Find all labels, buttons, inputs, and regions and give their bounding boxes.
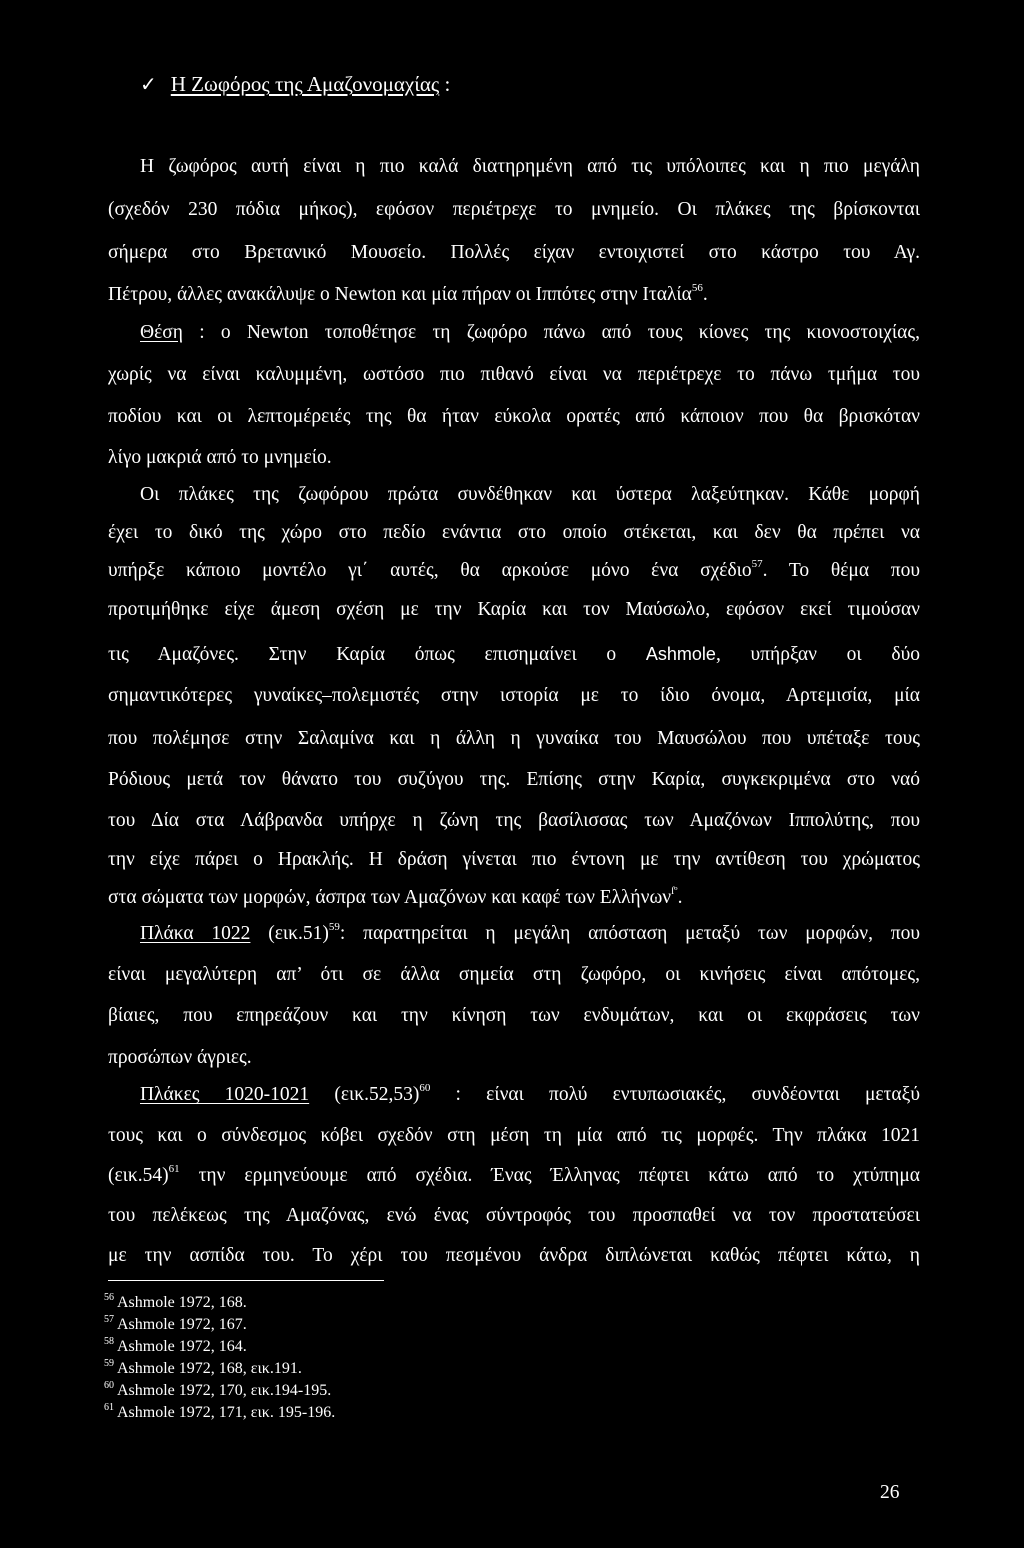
text-line [140, 922, 920, 946]
text-span: , υπήρξαν οι δύο [715, 644, 920, 665]
text-line [108, 283, 920, 307]
footnote-text: Ashmole 1972, 170, εικ.194-195. [117, 1382, 332, 1399]
text-line: που πολέμησε στην Σαλαμίνα και η άλλη η γυναίκα του Μαυσώλου που υπέταξε τους [108, 728, 920, 749]
footnote [104, 1382, 331, 1400]
footnote-ref: 57 [751, 558, 763, 570]
text-line: χωρίς να είναι καλυμμένη, ωστόσο πιο πιθανό είναι να περιέτρεχε το πάνω τμήμα του [108, 364, 920, 385]
text-span: . [702, 284, 708, 305]
text-span: (εικ.52,53) [309, 1084, 420, 1105]
text-line: Η ζωφόρος αυτή είναι η πιο καλά διατηρημένη από τις υπόλοιπες και η πιο μεγάλη [140, 156, 920, 177]
text-line: είναι μεγαλύτερη απ’ ότι σε άλλα σημεία στη ζωφόρο, οι κινήσεις είναι απότομες, [108, 964, 920, 985]
heading-suffix: : [439, 72, 451, 96]
footnote-number: 59 [104, 1358, 114, 1369]
text-line: σημαντικότερες γυναίκες–πολεμιστές στην ιστορία με το ίδιο όνομα, Αρτεμισία, μία [108, 685, 920, 706]
label-plaque: Πλάκα 1022 [140, 923, 251, 944]
label-plaques: Πλάκες 1020-1021 [140, 1084, 310, 1105]
text-line: έχει το δικό της χώρο στο πεδίο ενάντια στο οποίο στέκεται, και δεν θα πρέπει να [108, 522, 920, 543]
footnote-text: Ashmole 1972, 171, εικ. 195-196. [117, 1404, 336, 1421]
text-span: : είναι πολύ εντυπωσιακές, συνδέονται μεταξύ [430, 1084, 920, 1105]
text-line [140, 1083, 920, 1107]
text-line: Οι πλάκες της ζωφόρου πρώτα συνδέθηκαν και ύστερα λαξεύτηκαν. Κάθε μορφή [140, 484, 920, 505]
text-line [108, 1164, 920, 1188]
text-span: τις Αμαζόνες. Στην Καρία όπως επισημαίνει ο [108, 644, 646, 665]
footnote-number: 61 [104, 1402, 114, 1413]
text-line: προσώπων άγριες. [108, 1047, 252, 1068]
footnote-ref: 60 [419, 1082, 431, 1094]
text-span: (εικ.54) [108, 1165, 169, 1186]
footnote-text: Ashmole 1972, 164. [117, 1338, 247, 1355]
text-line: με την ασπίδα του. Το χέρι του πεσμένου άνδρα διπλώνεται καθώς πέφτει κάτω, η [108, 1245, 920, 1266]
text-line: προτιμήθηκε είχε άμεση σχέση με την Καρία και τον Μαύσωλο, εφόσον εκεί τιμούσαν [108, 599, 920, 620]
footnote [104, 1316, 247, 1334]
text-line: Ρόδιους μετά τον θάνατο του συζύγου της. Επίσης στην Καρία, συγκεκριμένα στο ναό [108, 769, 920, 790]
text-span: (εικ.51) [250, 923, 329, 944]
footnote-number: 57 [104, 1314, 114, 1325]
text-line: (σχεδόν 230 πόδια μήκος), εφόσον περιέτρεχε το μνημείο. Οι πλάκες της βρίσκονται [108, 199, 920, 220]
footnote-ref: 61 [168, 1163, 180, 1175]
footnote-number: 60 [104, 1380, 114, 1391]
footnote-text: Ashmole 1972, 168. [117, 1294, 247, 1311]
text-line: την είχε πάρει ο Ηρακλής. Η δράση γίνεται πιο έντονη με την αντίθεση του χρώματος [108, 849, 920, 870]
text-span: : ο Newton τοποθέτησε τη ζωφόρο πάνω από τους κίονες της κιονοστοιχίας, [182, 322, 920, 343]
checkmark-icon: ✓ [140, 72, 157, 96]
text-span: : παρατηρείται η μεγάλη απόσταση μεταξύ των μορφών, που [339, 923, 921, 944]
text-line: σήμερα στο Βρετανικό Μουσείο. Πολλές είχαν εντοιχιστεί στο κάστρο του Αγ. [108, 242, 920, 263]
footnote [104, 1338, 247, 1356]
text-span: υπήρξε κάποιο μοντέλο γι΄ αυτές, θα αρκούσε μόνο ένα σχέδιο [108, 560, 752, 581]
text-span: . [677, 887, 683, 908]
text-line [140, 321, 920, 345]
footnote-number: 56 [104, 1292, 114, 1303]
text-span: . Το θέμα που [762, 560, 921, 581]
footnote-text: Ashmole 1972, 168, εικ.191. [117, 1360, 302, 1377]
footnote-divider [108, 1280, 384, 1281]
footnote [104, 1404, 335, 1422]
text-line [108, 886, 920, 910]
text-line: βίαιες, που επηρεάζουν και την κίνηση των ενδυμάτων, και οι εκφράσεις των [108, 1005, 920, 1026]
author-name: Ashmole [645, 644, 716, 664]
footnote-text: Ashmole 1972, 167. [117, 1316, 247, 1333]
footnote [104, 1294, 247, 1312]
text-span: Πέτρου, άλλες ανακάλυψε ο Newton και μία πήραν οι Ιππότες στην Ιταλία [108, 284, 692, 305]
text-line [108, 559, 920, 583]
text-line [108, 642, 920, 667]
footnote-ref: ſº [671, 885, 678, 897]
text-line: λίγο μακριά από το μνημείο. [108, 447, 332, 468]
footnote [104, 1360, 302, 1378]
text-line: ποδίου και οι λεπτομέρειές της θα ήταν εύκολα ορατές από κάποιον που θα βρισκόταν [108, 406, 920, 427]
footnote-ref: 56 [691, 282, 703, 294]
section-heading [140, 72, 450, 97]
text-line: τους και ο σύνδεσμος κόβει σχεδόν στη μέση τη μία από τις μορφές. Την πλάκα 1021 [108, 1125, 920, 1146]
label-location: Θέση [140, 322, 183, 343]
text-span: την ερμηνεύουμε από σχέδια. Ένας Έλληνας πέφτει κάτω από το χτύπημα [179, 1165, 920, 1186]
section-title: Η Ζωφόρος της Αμαζονομαχίας [170, 72, 440, 96]
text-span: στα σώματα των μορφών, άσπρα των Αμαζόνων και καφέ των Ελλήνων [108, 887, 672, 908]
text-line: του Δία στα Λάβρανδα υπήρχε η ζώνη της βασίλισσας των Αμαζόνων Ιππολύτης, που [108, 810, 920, 831]
footnote-number: 58 [104, 1336, 114, 1347]
page-number: 26 [880, 1482, 900, 1503]
footnote-ref: 59 [328, 921, 340, 933]
text-line: του πελέκεως της Αμαζόνας, ενώ ένας σύντροφός του προσπαθεί να τον προστατεύσει [108, 1205, 920, 1226]
